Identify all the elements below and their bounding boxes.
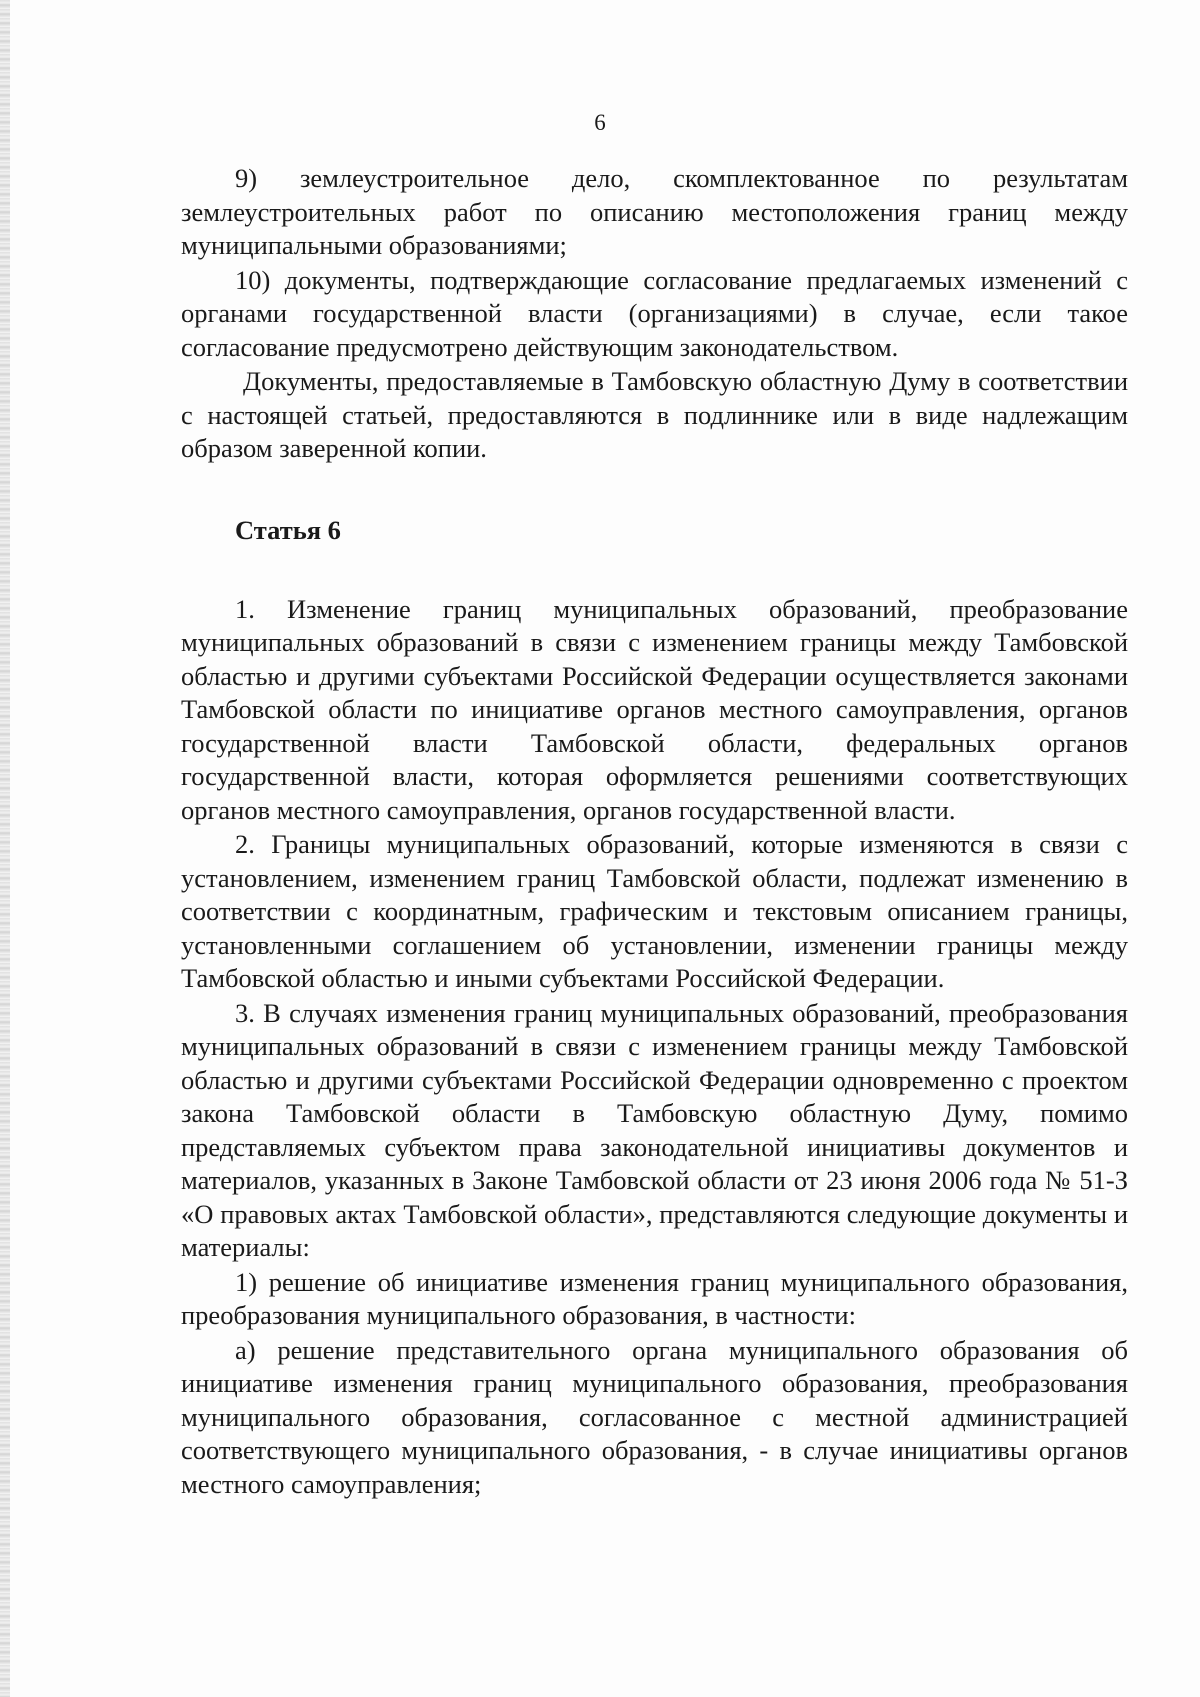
paragraph-subitem-a: а) решение представительного органа муниципального образования об инициативе изменения границ муниципального образования, преобразования муниципального образования, согласованное с местной администрацией соответствующего муниципального образования, - в случае инициативы органов местного самоуправления; xyxy=(181,1334,1128,1499)
document-body xyxy=(181,162,1128,1501)
page-number: 6 xyxy=(594,110,606,135)
scan-edge-artifact xyxy=(0,0,10,1697)
paragraph-item-9: 9) землеустроительное дело, скомплектованное по результатам землеустроительных работ по описанию местоположения границ между муниципальными образованиями; xyxy=(181,163,1128,260)
paragraph-item-10: 10) документы, подтверждающие согласование предлагаемых изменений с органами государственной власти (организациями) в случае, если такое согласование предусмотрено действующим законодательством. xyxy=(181,264,1128,362)
paragraph-clause-3: 3. В случаях изменения границ муниципальных образований, преобразования муниципальных образований в связи с изменением границы между Тамбовской областью и другими субъектами Российской Федерации одновременно с проектом закона Тамбовской области в Тамбовскую областную Думу, помимо представляемых субъектом права законодательной инициативы документов и материалов, указанных в Законе Тамбовской области от 23 июня 2006 года № 51-З «О правовых актах Тамбовской области», представляются следующие документы и материалы: xyxy=(181,997,1128,1262)
paragraph-clause-2: 2. Границы муниципальных образований, которые изменяются в связи с установлением, изменением границ Тамбовской области, подлежат изменению в соответствии с координатным, графическим и текстовым описанием границы, установленными соглашением об установлении, изменении границы между Тамбовской областью и иными субъектами Российской Федерации. xyxy=(181,829,1128,993)
article-heading: Статья 6 xyxy=(235,514,341,545)
paragraph-clause-1: 1. Изменение границ муниципальных образований, преобразование муниципальных образований в связи с изменением границы между Тамбовской областью и другими субъектами Российской Федерации осуществляется законами Тамбовской области по инициативе органов местного самоуправления, органов государственной власти Тамбовской области, федеральных органов государственной власти, которая оформляется решениями соответствующих органов местного самоуправления, органов государственной власти. xyxy=(181,593,1128,825)
paragraph-subitem-1: 1) решение об инициативе изменения границ муниципального образования, преобразования муниципального образования, в частности: xyxy=(181,1266,1128,1330)
paragraph-documents-note: Документы, предоставляемые в Тамбовскую областную Думу в соответствии с настоящей статьей, предоставляются в подлиннике или в виде надлежащим образом заверенной копии. xyxy=(181,366,1128,463)
